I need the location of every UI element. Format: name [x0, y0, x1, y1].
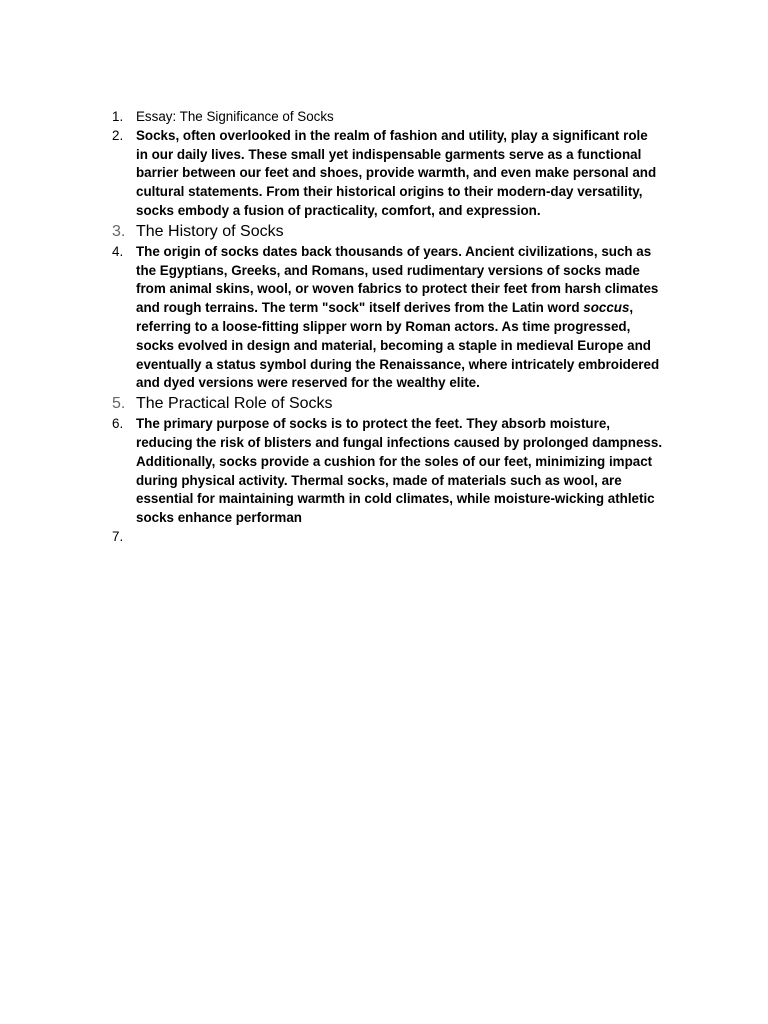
list-item-practical-heading — [112, 393, 682, 415]
list-number: 3. — [112, 222, 126, 240]
intro-paragraph: Socks, often overlooked in the realm of fashion and utility, play a significant role in our daily lives. These small yet indispensable garments serve as a functional barrier between our feet and shoes, provide warmth, and even make personal and cultural statements. From their historical origins to their modern-day versatility, socks embody a fusion of practicality, comfort, and expression. — [136, 127, 657, 218]
list-item-intro-paragraph — [112, 127, 682, 221]
history-text-after: , referring to a loose-fitting slipper worn by Roman actors. As time progressed, socks evolved in design and material, becoming a staple in medieval Europe and eventually a status symbol during the Renaissance, where intricately embroidered and dyed versions were reserved for the wealthy elite. — [136, 300, 660, 391]
numbered-list — [112, 108, 682, 547]
list-number: 4. — [112, 243, 124, 259]
list-item-history-heading — [112, 221, 682, 243]
history-text-before: The origin of socks dates back thousands of years. Ancient civilizations, such as the Egyptians, Greeks, and Romans, used rudimentary versions of socks made from animal skins, wool, or woven fabrics to protect their feet from harsh climates and rough terrains. The term "sock" itself derives from the Latin word — [136, 243, 659, 316]
practical-heading: The Practical Role of Socks — [136, 395, 333, 413]
list-number: 5. — [112, 395, 126, 413]
empty-item-text — [136, 528, 682, 547]
history-paragraph — [136, 243, 682, 393]
list-number: 7. — [112, 528, 124, 544]
list-item-history-paragraph — [112, 243, 682, 393]
list-number: 6. — [112, 416, 124, 432]
essay-title: Essay: The Significance of Socks — [136, 109, 334, 124]
list-item-empty — [112, 528, 682, 547]
practical-paragraph: The primary purpose of socks is to protect the feet. They absorb moisture, reducing the risk of blisters and fungal infections caused by prolonged dampness. Additionally, socks provide a cushion for the soles of our feet, minimizing impact during physical activity. Thermal socks, made of materials such as wool, are essential for maintaining warmth in cold climates, while moisture-wicking athletic socks enhance performan — [136, 416, 663, 526]
latin-word-soccus: soccus — [583, 300, 630, 316]
list-item-essay-title — [112, 108, 682, 127]
history-heading: The History of Socks — [136, 222, 284, 240]
list-number: 2. — [112, 127, 124, 143]
list-item-practical-paragraph — [112, 415, 682, 528]
list-number: 1. — [112, 109, 124, 124]
